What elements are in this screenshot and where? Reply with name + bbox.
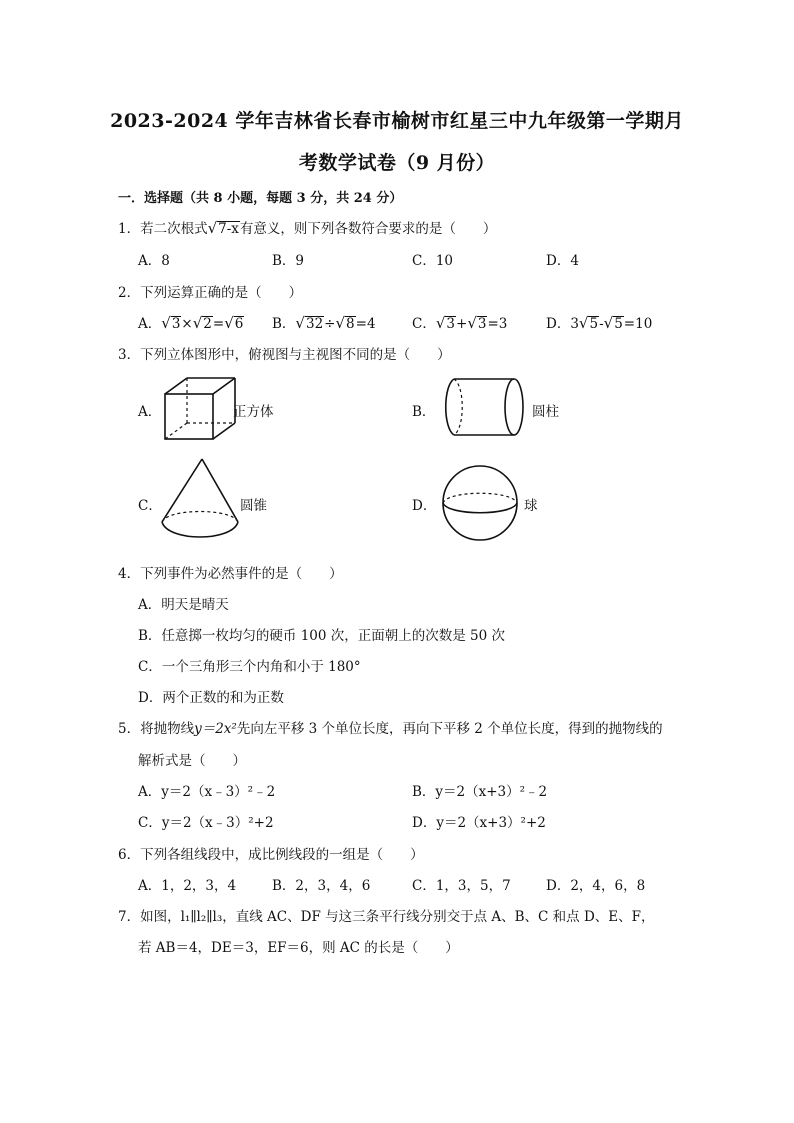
question-number: 1． <box>118 221 141 237</box>
sqrt-icon: √ <box>207 219 218 237</box>
sqrt-icon: √ <box>335 314 346 332</box>
q3-option-c-label: C． <box>138 498 162 514</box>
q3-option-d-name: 球 <box>524 498 538 514</box>
q2-option-d: D．3√5-√5=10 <box>546 314 653 332</box>
q3-option-a-name: 正方体 <box>233 404 274 420</box>
q2-option-b: B．√32÷√8=4 <box>272 314 376 332</box>
q5-option-d: D．y＝2（x+3）²+2 <box>412 815 546 831</box>
question-5-stem-cont: 解析式是（ ） <box>138 753 246 769</box>
sqrt-icon: √ <box>467 314 477 332</box>
question-7-stem-cont: 若 AB＝4，DE＝3，EF＝6，则 AC 的长是（ ） <box>138 940 459 956</box>
q4-option-b: B．任意掷一枚均匀的硬币 100 次，正面朝上的次数是 50 次 <box>138 628 506 644</box>
q1-option-a: A．8 <box>138 253 170 269</box>
sqrt-icon: √ <box>578 314 589 332</box>
q1-option-b: B．9 <box>272 253 305 269</box>
sphere-icon <box>440 464 520 542</box>
parabola-formula: y＝2x² <box>194 721 237 737</box>
q4-option-c: C．一个三角形三个内角和小于 180° <box>138 659 361 675</box>
q1-option-d: D．4 <box>546 253 579 269</box>
sqrt-icon: √ <box>161 314 171 332</box>
question-5-stem: 5．将抛物线y＝2x²先向左平移 3 个单位长度，再向下平移 2 个单位长度，得到的抛物线的 <box>118 721 663 737</box>
question-2-stem: 2．下列运算正确的是（ ） <box>118 285 303 301</box>
question-1-pre: 若二次根式 <box>140 221 208 237</box>
q3-option-a-label: A． <box>138 404 162 420</box>
q1-radicand: 7-x <box>218 221 239 237</box>
q4-option-d: D．两个正数的和为正数 <box>138 690 284 706</box>
q5-option-a: A．y＝2（x﹣3）²﹣2 <box>138 784 276 800</box>
question-4-stem: 4．下列事件为必然事件的是（ ） <box>118 566 343 582</box>
question-7-stem: 7．如图，l₁∥l₂∥l₃，直线 AC、DF 与这三条平行线分别交于点 A、B、C 和点 D、E、F， <box>118 909 655 925</box>
exam-title-line1: 2023-2024 学年吉林省长春市榆树市红星三中九年级第一学期月 <box>110 110 684 132</box>
question-3-stem: 3．下列立体图形中，俯视图与主视图不同的是（ ） <box>118 347 451 363</box>
question-6-stem: 6．下列各组线段中，成比例线段的一组是（ ） <box>118 847 424 863</box>
q3-option-d-label: D． <box>412 498 437 514</box>
sqrt-icon: √ <box>295 314 305 332</box>
question-1-post: 有意义，则下列各数符合要求的是（ ） <box>239 221 497 237</box>
sqrt-icon: √ <box>435 314 446 332</box>
cube-icon <box>160 374 240 442</box>
q6-option-d: D．2，4，6，8 <box>546 878 646 894</box>
q6-option-b: B．2，3，4，6 <box>272 878 371 894</box>
question-1-stem <box>118 217 496 237</box>
sqrt-icon: √ <box>603 314 614 332</box>
cylinder-icon <box>440 376 528 438</box>
q3-option-b-name: 圆柱 <box>532 404 559 420</box>
section-heading: 一．选择题（共 8 小题，每题 3 分，共 24 分） <box>118 191 403 206</box>
exam-title-line2: 考数学试卷（9 月份） <box>298 152 496 174</box>
q1-option-c: C．10 <box>412 253 454 269</box>
cone-icon <box>158 456 242 540</box>
q3-option-b-label: B． <box>412 404 436 420</box>
q3-option-c-name: 圆锥 <box>240 498 267 514</box>
sqrt-icon: √ <box>224 314 234 332</box>
q6-option-c: C．1，3，5，7 <box>412 878 511 894</box>
q2-option-c: C．√3+√3=3 <box>412 314 508 332</box>
sqrt-icon: √ <box>192 314 203 332</box>
q5-option-b: B．y＝2（x+3）²﹣2 <box>412 784 548 800</box>
q4-option-a: A．明天是晴天 <box>138 597 229 613</box>
q6-option-a: A．1，2，3，4 <box>138 878 237 894</box>
q2-option-a: A．√3×√2=√6 <box>138 314 244 332</box>
q5-option-c: C．y＝2（x﹣3）²+2 <box>138 815 274 831</box>
